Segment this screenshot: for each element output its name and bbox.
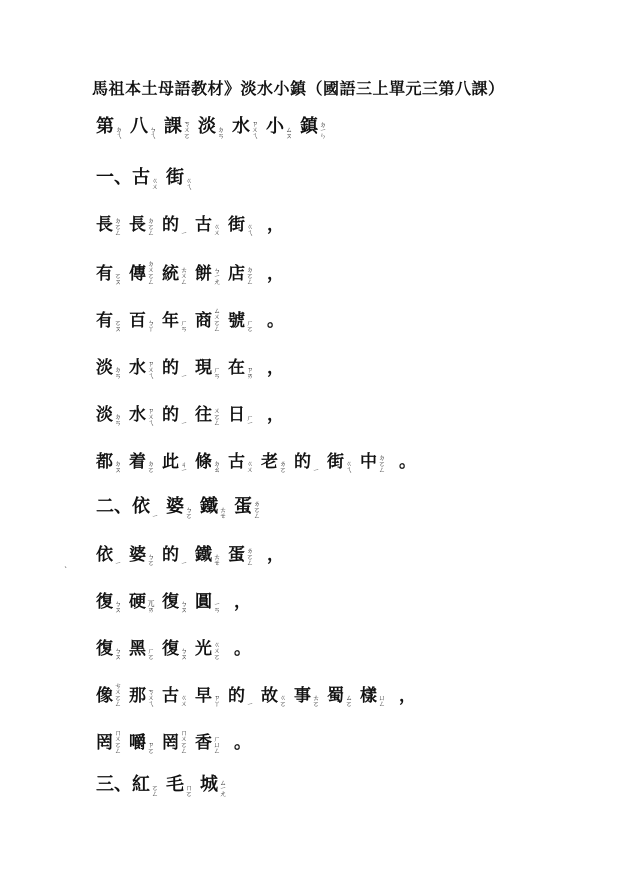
zhuyin-annotation: ㄌㄛ xyxy=(279,460,287,472)
zhuyin-annotation: ㄍㄨㄛ xyxy=(213,641,221,659)
hanzi-word xyxy=(96,587,121,612)
text-line xyxy=(96,447,416,472)
punctuation: ， xyxy=(267,358,284,378)
hanzi-word xyxy=(228,210,253,235)
zhuyin-annotation: ㄊㄛ xyxy=(312,694,320,706)
hanzi-word xyxy=(96,681,121,706)
zhuyin-annotation: ㄅㄧㄤ xyxy=(213,267,221,284)
hanzi-word xyxy=(261,447,286,472)
hanzi-char: 淡 xyxy=(198,116,216,137)
zhuyin-annotation: ㄉㄛㄥ xyxy=(147,217,155,235)
zhuyin-annotation: ㄏㄢ xyxy=(213,366,221,378)
hanzi-word xyxy=(228,447,253,472)
hanzi-word xyxy=(96,400,121,425)
hanzi-char: 硬 xyxy=(129,592,146,612)
zhuyin-annotation: ㄎㄨㄛ xyxy=(183,120,191,138)
zhuyin-annotation: ㄊㄨㄥ xyxy=(180,266,188,284)
text-line xyxy=(96,634,251,659)
hanzi-char: 着 xyxy=(129,452,146,472)
hanzi-word xyxy=(195,400,220,425)
hanzi-char: 商 xyxy=(195,311,212,331)
hanzi-word xyxy=(200,492,226,518)
hanzi-char: 婆 xyxy=(129,545,146,565)
zhuyin-annotation: ㄅㄚ xyxy=(147,319,155,331)
hanzi-char: 的 xyxy=(294,452,311,472)
hanzi-word xyxy=(294,447,319,472)
hanzi-char: 的 xyxy=(162,405,179,425)
hanzi-word xyxy=(96,163,158,189)
zhuyin-annotation: ㄅㄛ xyxy=(185,506,193,518)
zhuyin-annotation: ㄅㄟ xyxy=(149,126,157,138)
punctuation: 。 xyxy=(267,311,284,331)
hanzi-word xyxy=(130,112,156,138)
hanzi-word xyxy=(162,681,187,706)
hanzi-word xyxy=(232,112,258,138)
hanzi-word xyxy=(300,112,326,138)
hanzi-word xyxy=(162,400,187,425)
hanzi-word xyxy=(96,210,121,235)
zhuyin-annotation: ㄛㄥ xyxy=(151,784,159,796)
hanzi-word xyxy=(266,112,292,138)
text-line xyxy=(96,400,284,425)
punctuation: ， xyxy=(267,405,284,425)
hanzi-char: 一、古 xyxy=(96,167,150,188)
text-line xyxy=(96,587,251,612)
zhuyin-annotation: ㄍㄨ xyxy=(213,223,221,235)
zhuyin-annotation: ㄉㄛㄥ xyxy=(114,217,122,235)
hanzi-char: 三、紅 xyxy=(96,774,150,795)
zhuyin-annotation: ㄧ xyxy=(180,420,188,425)
hanzi-char: 日 xyxy=(228,405,245,425)
hanzi-word xyxy=(129,259,154,284)
hanzi-char: 鎮 xyxy=(300,116,318,137)
zhuyin-annotation: ㄅㄡ xyxy=(114,647,122,659)
zhuyin-annotation: ㄗㄨㄟ xyxy=(147,407,155,425)
hanzi-word xyxy=(129,353,154,378)
hanzi-word xyxy=(195,210,220,235)
hanzi-word xyxy=(228,540,253,565)
zhuyin-annotation: ㄊㄝ xyxy=(219,506,227,518)
text-line xyxy=(96,210,284,235)
section-heading xyxy=(96,492,268,518)
hanzi-char: 蛋 xyxy=(228,545,245,565)
hanzi-word xyxy=(162,447,187,472)
punctuation: 。 xyxy=(234,639,251,659)
hanzi-char: 老 xyxy=(261,452,278,472)
hanzi-char: 傳 xyxy=(129,264,146,284)
zhuyin-annotation: ㄇㄨㄛㄥ xyxy=(180,729,188,753)
hanzi-char: 水 xyxy=(129,358,146,378)
punctuation: ， xyxy=(267,545,284,565)
hanzi-char: 的 xyxy=(162,358,179,378)
hanzi-char: 街 xyxy=(228,215,245,235)
punctuation: ， xyxy=(234,592,251,612)
hanzi-word xyxy=(162,728,187,753)
hanzi-char: 街 xyxy=(166,167,184,188)
hanzi-word xyxy=(327,447,352,472)
zhuyin-annotation: ㄍㄨ xyxy=(246,460,254,472)
zhuyin-annotation: ㄧ xyxy=(180,560,188,565)
hanzi-char: 有 xyxy=(96,311,113,331)
hanzi-word xyxy=(195,681,220,706)
hanzi-word xyxy=(96,492,158,518)
zhuyin-annotation: ㄐㄧ xyxy=(180,461,188,472)
hanzi-word xyxy=(360,681,385,706)
hanzi-word xyxy=(234,492,260,518)
zhuyin-annotation: ㄉㄛ xyxy=(147,460,155,472)
hanzi-char: 罔 xyxy=(96,733,113,753)
section-heading xyxy=(96,163,200,189)
hanzi-char: 水 xyxy=(232,116,250,137)
zhuyin-annotation: ㄍㄨ xyxy=(151,177,159,189)
hanzi-char: 的 xyxy=(162,215,179,235)
hanzi-char: 八 xyxy=(130,116,148,137)
hanzi-char: 統 xyxy=(162,264,179,284)
hanzi-char: 的 xyxy=(228,686,245,706)
zhuyin-annotation: ㄅㄛ xyxy=(147,553,155,565)
hanzi-char: 古 xyxy=(228,452,245,472)
zhuyin-annotation: ㄉㄛㄥ xyxy=(246,266,254,284)
zhuyin-annotation: ㄘㄨㄛㄥ xyxy=(114,682,122,706)
zhuyin-annotation: ㄗㄚ xyxy=(213,694,221,706)
hanzi-char: 罔 xyxy=(162,733,179,753)
zhuyin-annotation: ㄛㄡ xyxy=(114,319,122,331)
zhuyin-annotation: ㄙㄡ xyxy=(285,126,293,138)
hanzi-char: 往 xyxy=(195,405,212,425)
text-line xyxy=(96,259,284,284)
document-header: 馬祖本土母語教材》淡水小鎮（國語三上單元三第八課） xyxy=(92,79,505,98)
zhuyin-annotation: ㄎㄨㄟ xyxy=(147,688,155,706)
hanzi-char: 現 xyxy=(195,358,212,378)
zhuyin-annotation: ㄗㄞ xyxy=(246,366,254,378)
section-heading xyxy=(96,112,334,138)
text-line xyxy=(96,353,284,378)
zhuyin-annotation: ㄍㄛ xyxy=(279,694,287,706)
hanzi-char: 長 xyxy=(96,215,113,235)
hanzi-word xyxy=(162,306,187,331)
hanzi-char: 婆 xyxy=(166,496,184,517)
hanzi-char: 依 xyxy=(96,545,113,565)
hanzi-char: 淡 xyxy=(96,358,113,378)
zhuyin-annotation: ㄛㄡ xyxy=(114,272,122,284)
hanzi-word xyxy=(166,492,192,518)
text-line xyxy=(96,728,251,753)
hanzi-word xyxy=(129,540,154,565)
zhuyin-annotation: ㄧ xyxy=(312,467,320,472)
hanzi-word xyxy=(96,728,121,753)
hanzi-char: 城 xyxy=(200,774,218,795)
hanzi-char: 課 xyxy=(164,116,182,137)
hanzi-word xyxy=(195,728,220,753)
zhuyin-annotation: ㄏㄩㄥ xyxy=(213,735,221,753)
hanzi-word xyxy=(164,112,190,138)
hanzi-char: 故 xyxy=(261,686,278,706)
hanzi-word xyxy=(129,681,154,706)
punctuation: ， xyxy=(399,686,416,706)
hanzi-word xyxy=(166,770,192,796)
zhuyin-annotation: ㄧ xyxy=(246,701,254,706)
hanzi-char: 餅 xyxy=(195,264,212,284)
section-heading xyxy=(96,770,234,796)
zhuyin-annotation: ㄉㄠ xyxy=(213,460,221,472)
hanzi-char: 有 xyxy=(96,264,113,284)
zhuyin-annotation: ㄌㄛㄥ xyxy=(253,500,261,518)
hanzi-char: 毛 xyxy=(166,774,184,795)
zhuyin-annotation: ㄉㄢ xyxy=(217,126,225,138)
zhuyin-annotation: ㄧ xyxy=(114,560,122,565)
hanzi-char: 事 xyxy=(294,686,311,706)
zhuyin-annotation: ㄉㄨㄛㄥ xyxy=(147,260,155,284)
hanzi-word xyxy=(228,353,253,378)
zhuyin-annotation: ㄧ xyxy=(180,230,188,235)
hanzi-word xyxy=(162,353,187,378)
hanzi-word xyxy=(195,259,220,284)
hanzi-char: 街 xyxy=(327,452,344,472)
hanzi-word xyxy=(129,400,154,425)
hanzi-word xyxy=(96,306,121,331)
stray-mark: ` xyxy=(64,566,68,575)
hanzi-word xyxy=(195,540,220,565)
hanzi-word xyxy=(360,447,385,472)
hanzi-char: 圓 xyxy=(195,592,212,612)
zhuyin-annotation: ㄏㄛ xyxy=(246,319,254,331)
hanzi-word xyxy=(195,587,220,612)
hanzi-char: 光 xyxy=(195,639,212,659)
hanzi-word xyxy=(162,540,187,565)
hanzi-word xyxy=(162,210,187,235)
zhuyin-annotation: ㄉㄢ xyxy=(114,413,122,425)
hanzi-word xyxy=(195,447,220,472)
hanzi-word xyxy=(327,681,352,706)
hanzi-char: 在 xyxy=(228,358,245,378)
zhuyin-annotation: ㄧ xyxy=(151,513,159,518)
hanzi-char: 百 xyxy=(129,311,146,331)
zhuyin-annotation: ㄉㄡ xyxy=(114,460,122,472)
hanzi-word xyxy=(96,540,121,565)
zhuyin-annotation: ㄍㄟ xyxy=(185,177,193,189)
punctuation: 。 xyxy=(399,452,416,472)
hanzi-word xyxy=(195,306,220,331)
hanzi-word xyxy=(228,306,253,331)
hanzi-char: 二、依 xyxy=(96,496,150,517)
zhuyin-annotation: ㄊㄝ xyxy=(213,553,221,565)
hanzi-char: 復 xyxy=(96,592,113,612)
hanzi-word xyxy=(228,400,253,425)
hanzi-word xyxy=(129,447,154,472)
zhuyin-annotation: ㄉㄛㄥ xyxy=(378,454,386,472)
hanzi-char: 年 xyxy=(162,311,179,331)
hanzi-word xyxy=(96,447,121,472)
zhuyin-annotation: ㄇㄛ xyxy=(185,784,193,796)
zhuyin-annotation: ㄧㄢ xyxy=(213,601,221,612)
hanzi-word xyxy=(162,634,187,659)
text-line xyxy=(96,540,284,565)
hanzi-char: 復 xyxy=(162,592,179,612)
zhuyin-annotation: ㄩㄥ xyxy=(378,694,386,706)
hanzi-char: 水 xyxy=(129,405,146,425)
hanzi-char: 小 xyxy=(266,116,284,137)
hanzi-char: 復 xyxy=(162,639,179,659)
hanzi-word xyxy=(162,587,187,612)
zhuyin-annotation: ㄉㄧㄣ xyxy=(319,121,327,138)
hanzi-char: 蛋 xyxy=(234,496,252,517)
zhuyin-annotation: ㄉㄢ xyxy=(114,366,122,378)
hanzi-word xyxy=(96,259,121,284)
hanzi-char: 復 xyxy=(96,639,113,659)
hanzi-word xyxy=(261,681,286,706)
zhuyin-annotation: ㄏㄛ xyxy=(147,647,155,659)
hanzi-char: 香 xyxy=(195,733,212,753)
hanzi-char: 長 xyxy=(129,215,146,235)
zhuyin-annotation: ㄅㄡ xyxy=(180,647,188,659)
zhuyin-annotation: ㄗㄨㄟ xyxy=(251,120,259,138)
hanzi-word xyxy=(129,210,154,235)
hanzi-char: 樣 xyxy=(360,686,377,706)
punctuation: 。 xyxy=(234,733,251,753)
zhuyin-annotation: ㄗㄛ xyxy=(147,741,155,753)
zhuyin-annotation: ㄏㄧ xyxy=(246,414,254,425)
zhuyin-annotation: ㄙㄛ xyxy=(345,694,353,706)
text-line xyxy=(96,306,284,331)
hanzi-word xyxy=(228,259,253,284)
hanzi-char: 的 xyxy=(162,545,179,565)
zhuyin-annotation: ㄅㄡ xyxy=(114,600,122,612)
hanzi-char: 中 xyxy=(360,452,377,472)
hanzi-word xyxy=(294,681,319,706)
hanzi-char: 像 xyxy=(96,686,113,706)
hanzi-word xyxy=(166,163,192,189)
hanzi-char: 古 xyxy=(195,215,212,235)
zhuyin-annotation: ㄏㄢ xyxy=(180,319,188,331)
hanzi-char: 都 xyxy=(96,452,113,472)
zhuyin-annotation: ㄅㄡ xyxy=(180,600,188,612)
hanzi-char: 此 xyxy=(162,452,179,472)
hanzi-word xyxy=(195,353,220,378)
hanzi-char: 鐵 xyxy=(200,496,218,517)
hanzi-char: 那 xyxy=(129,686,146,706)
hanzi-word xyxy=(96,112,122,138)
zhuyin-annotation: ㄌㄛㄥ xyxy=(246,547,254,565)
text-line xyxy=(96,681,416,706)
hanzi-word xyxy=(96,353,121,378)
hanzi-char: 古 xyxy=(162,686,179,706)
hanzi-word xyxy=(195,634,220,659)
zhuyin-annotation: ㄍㄟ xyxy=(345,460,353,472)
hanzi-char: 蜀 xyxy=(327,686,344,706)
zhuyin-annotation: ㄨㄛㄥ xyxy=(213,407,221,425)
zhuyin-annotation: ㄙㄧㄤ xyxy=(219,779,227,796)
hanzi-word xyxy=(198,112,224,138)
hanzi-word xyxy=(129,306,154,331)
punctuation: ， xyxy=(267,264,284,284)
hanzi-char: 早 xyxy=(195,686,212,706)
hanzi-char: 黑 xyxy=(129,639,146,659)
hanzi-char: 條 xyxy=(195,452,212,472)
zhuyin-annotation: ㄧ xyxy=(180,373,188,378)
zhuyin-annotation: ㄍㄨ xyxy=(180,694,188,706)
zhuyin-annotation: ㄙㄨㄛㄥ xyxy=(213,307,221,331)
hanzi-word xyxy=(96,634,121,659)
hanzi-word xyxy=(129,587,154,612)
hanzi-word xyxy=(200,770,226,796)
zhuyin-annotation: ㄗㄨㄟ xyxy=(147,360,155,378)
zhuyin-annotation: ㄫㄞ xyxy=(147,600,155,612)
punctuation: ， xyxy=(267,215,284,235)
hanzi-word xyxy=(129,728,154,753)
hanzi-word xyxy=(228,681,253,706)
zhuyin-annotation: ㄍㄟ xyxy=(246,223,254,235)
hanzi-char: 店 xyxy=(228,264,245,284)
zhuyin-annotation: ㄉㄟ xyxy=(115,126,123,138)
hanzi-word xyxy=(96,770,158,796)
zhuyin-annotation: ㄇㄨㄛㄥ xyxy=(114,729,122,753)
hanzi-char: 嚼 xyxy=(129,733,146,753)
hanzi-word xyxy=(129,634,154,659)
hanzi-word xyxy=(162,259,187,284)
hanzi-char: 淡 xyxy=(96,405,113,425)
hanzi-char: 第 xyxy=(96,116,114,137)
hanzi-char: 號 xyxy=(228,311,245,331)
hanzi-char: 鐵 xyxy=(195,545,212,565)
